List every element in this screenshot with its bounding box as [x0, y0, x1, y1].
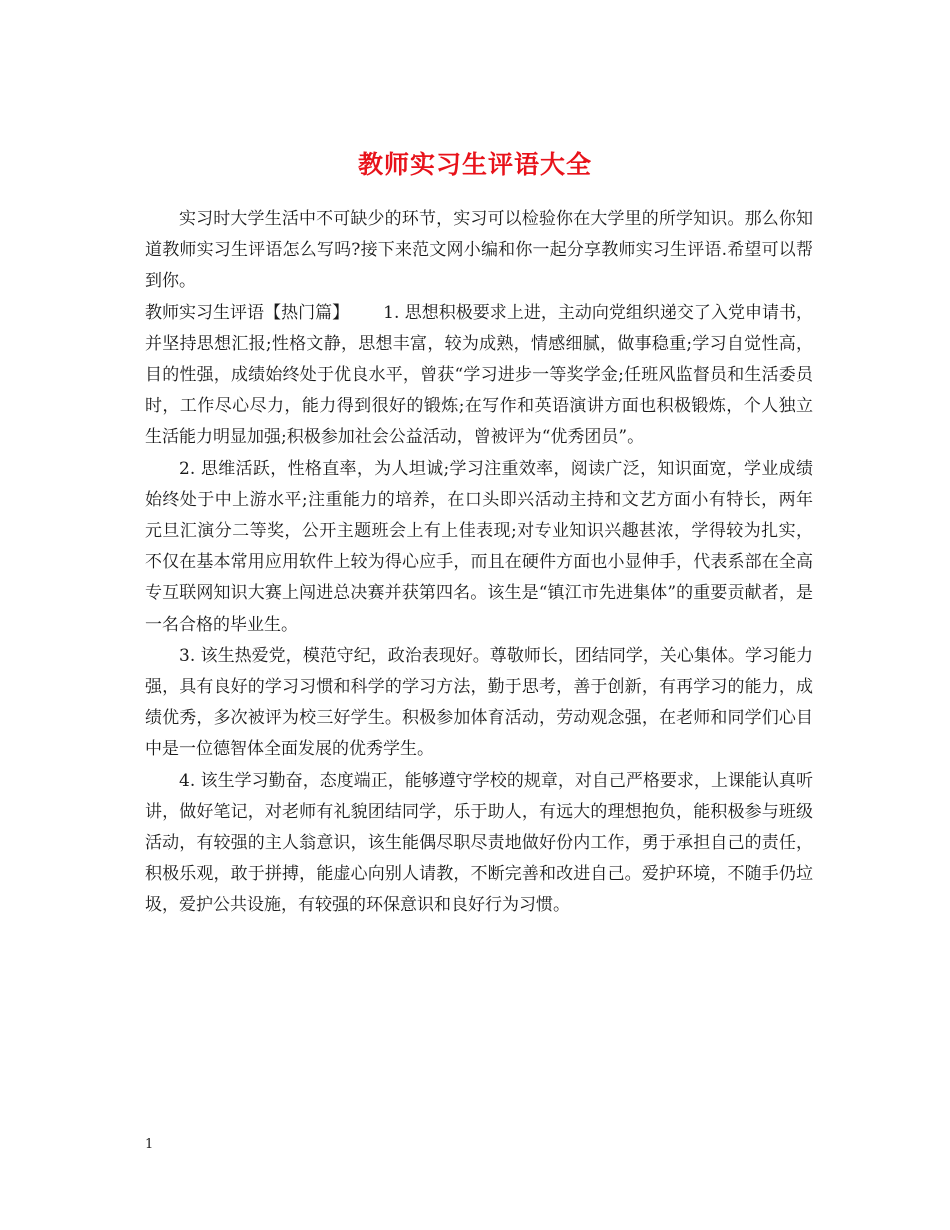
intro-paragraph: 实习时大学生活中不可缺少的环节，实习可以检验你在大学里的所学知识。那么你知道教师实习生评语怎么写吗?接下来范文网小编和你一起分享教师实习生评语.希望可以帮到你。	[145, 209, 813, 292]
comment-item-1: 1. 思想积极要求上进，主动向党组织递交了入党申请书，并坚持思想汇报;性格文静，思想丰富，较为成熟，情感细腻，做事稳重;学习自觉性高，目的性强，成绩始终处于优良水平，曾获“学习进步一等奖学金;任班风监督员和生活委员时，工作尽心尽力，能力得到很好的锻炼;在写作和英语演讲方面也积极锻炼，个人独立生活能力明显加强;积极参加社会公益活动，曾被评为“优秀团员”。	[145, 302, 813, 448]
page-number: 1	[145, 1137, 154, 1152]
document-body	[145, 204, 813, 922]
document-title: 教师实习生评语大全	[357, 149, 592, 179]
section-label: 教师实习生评语【热门篇】	[145, 302, 350, 323]
section-paragraph-1	[145, 298, 813, 454]
comment-item-3: 3. 该生热爱党，模范守纪，政治表现好。尊敬师长，团结同学，关心集体。学习能力强，具有良好的学习习惯和科学的学习方法，勤于思考，善于创新，有再学习的能力，成绩优秀，多次被评为校三好学生。积极参加体育活动，劳动观念强，在老师和同学们心目中是一位德智体全面发展的优秀学生。	[145, 645, 813, 760]
comment-item-2: 2. 思维活跃，性格直率，为人坦诚;学习注重效率，阅读广泛，知识面宽，学业成绩始终处于中上游水平;注重能力的培养，在口头即兴活动主持和文艺方面小有特长，两年元旦汇演分二等奖，公开主题班会上有上佳表现;对专业知识兴趣甚浓，学得较为扎实，不仅在基本常用应用软件上较为得心应手，而且在硬件方面也小显伸手，代表系部在全高专互联网知识大赛上闯进总决赛并获第四名。该生是“镇江市先进集体”的重要贡献者，是一名合格的毕业生。	[145, 458, 813, 635]
comment-item-4: 4. 该生学习勤奋，态度端正，能够遵守学校的规章，对自己严格要求，上课能认真听讲，做好笔记，对老师有礼貌团结同学，乐于助人，有远大的理想抱负，能积极参与班级活动，有较强的主人翁意识，该生能偶尽职尽责地做好份内工作，勇于承担自己的责任，积极乐观，敢于拼搏，能虚心向别人请教，不断完善和改进自己。爱护环境，不随手仍垃圾，爱护公共设施，有较强的环保意识和良好行为习惯。	[145, 770, 813, 916]
